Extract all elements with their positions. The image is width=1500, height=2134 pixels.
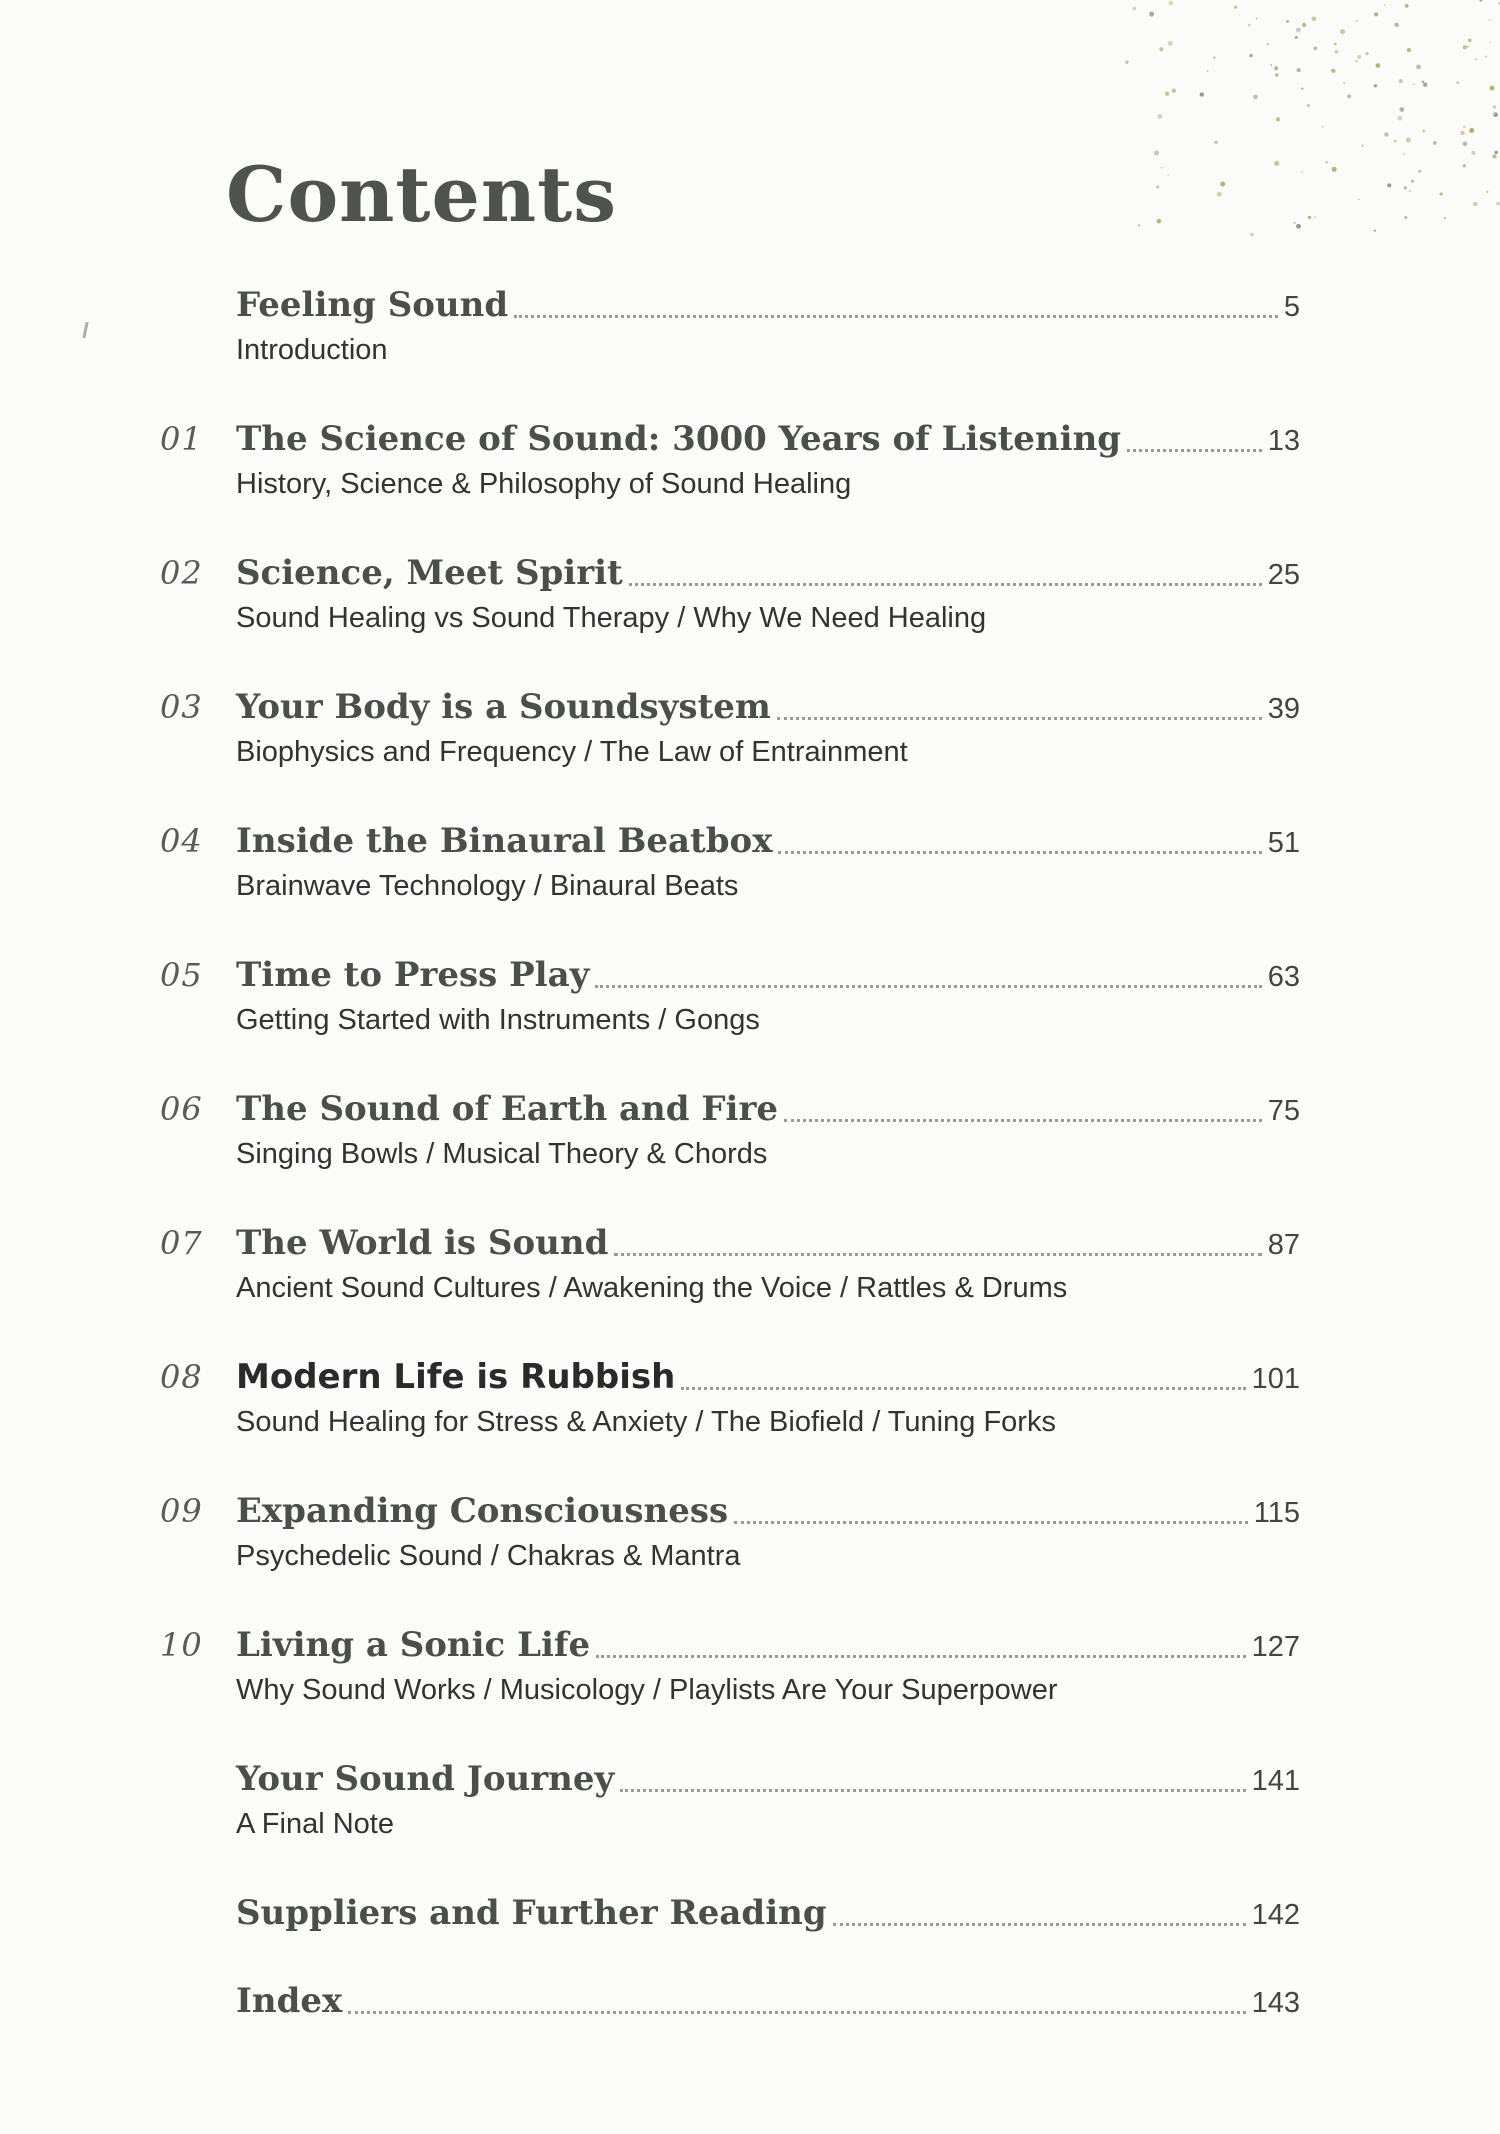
dot-leader [595, 984, 1261, 988]
speckle-dot [1302, 23, 1306, 27]
speckle-dot [1423, 83, 1427, 87]
speckle-dot [1433, 141, 1437, 145]
speckle-dot [1133, 7, 1136, 10]
page-number: 127 [1251, 1631, 1300, 1663]
speckle-dot [1274, 161, 1279, 166]
entry-subtitle: Brainwave Technology / Binaural Beats [236, 870, 739, 902]
entry-title: Your Sound Journey [236, 1759, 615, 1799]
page-number: 101 [1251, 1363, 1300, 1395]
speckle-dot [1486, 190, 1488, 192]
entry-subtitle: Sound Healing vs Sound Therapy / Why We Need Healing [236, 602, 987, 634]
speckle-dot [1444, 217, 1446, 219]
speckle-dot [1234, 6, 1237, 9]
dot-leader [778, 850, 1261, 854]
speckle-dot [1296, 224, 1301, 229]
speckle-dot [1405, 4, 1409, 8]
speckle-dot [1475, 58, 1477, 60]
speckle-dot [1325, 161, 1327, 163]
speckle-dot [1394, 140, 1397, 143]
speckle-dot [1418, 170, 1421, 173]
entry-title: The Science of Sound: 3000 Years of Listening [236, 419, 1122, 459]
speckle-dot [1334, 50, 1338, 54]
speckle-dot [1492, 154, 1496, 158]
speckle-dot [1217, 192, 1222, 197]
title-line [236, 1088, 1300, 1132]
entry-subtitle: Ancient Sound Cultures / Awakening the Voice / Rattles & Drums [236, 1272, 1068, 1304]
dot-leader [620, 1788, 1245, 1792]
entry-title: Suppliers and Further Reading [236, 1893, 827, 1933]
speckle-dot [1374, 84, 1377, 87]
speckle-dot [1404, 186, 1407, 189]
speckle-dot [1397, 116, 1402, 121]
dot-leader [514, 314, 1278, 318]
entry-subtitle: Getting Started with Instruments / Gongs [236, 1004, 760, 1036]
speckle-dot [1356, 20, 1358, 22]
speckle-dot [1399, 107, 1404, 112]
speckle-dot [1463, 45, 1467, 49]
title-line [236, 1222, 1300, 1266]
stray-pen-mark [82, 322, 88, 338]
speckle-dot [1159, 47, 1163, 51]
title-line [236, 1980, 1300, 2024]
speckle-dot [1467, 45, 1469, 47]
speckle-dot [1409, 190, 1411, 192]
speckle-dot [1365, 52, 1368, 55]
chapter-number: 01 [160, 420, 203, 458]
speckle-dot [1250, 233, 1254, 237]
chapter-number: 05 [160, 956, 203, 994]
speckle-dot [1413, 83, 1415, 85]
speckle-dot [1403, 153, 1405, 155]
speckle-dot [1156, 185, 1159, 188]
speckle-dot [1267, 43, 1269, 45]
entry-title: Inside the Binaural Beatbox [236, 821, 773, 861]
entry-subtitle: Sound Healing for Stress & Anxiety / The Biofield / Tuning Forks [236, 1406, 1056, 1438]
dot-leader [833, 1922, 1246, 1926]
dot-leader [629, 582, 1262, 586]
title-line [236, 1490, 1300, 1534]
entry-subtitle: History, Science & Philosophy of Sound Healing [236, 468, 852, 500]
chapter-number: 02 [160, 554, 203, 592]
page-number: 75 [1267, 1095, 1300, 1127]
title-line [236, 820, 1300, 864]
page-number: 141 [1251, 1765, 1300, 1797]
speckle-dot [1213, 56, 1215, 58]
page-number: 87 [1267, 1229, 1300, 1261]
entry-title: Your Body is a Soundsystem [236, 687, 771, 727]
speckle-dot [1495, 151, 1498, 154]
entry-subtitle: Why Sound Works / Musicology / Playlists Are Your Superpower [236, 1674, 1058, 1706]
speckle-dot [1308, 105, 1310, 107]
speckle-dot [1399, 79, 1403, 83]
toc-entry[interactable] [160, 1892, 1300, 1932]
speckle-dot [1253, 95, 1258, 100]
speckle-dot [1200, 92, 1204, 96]
entry-title: Modern Life is Rubbish [236, 1357, 676, 1397]
speckle-dot [1168, 174, 1170, 176]
speckle-dot [1334, 43, 1337, 46]
title-line [236, 418, 1300, 462]
speckle-dot [1468, 39, 1471, 42]
speckle-dot [1302, 172, 1304, 174]
speckle-dot [1469, 128, 1474, 133]
entry-title: The Sound of Earth and Fire [236, 1089, 778, 1129]
speckle-dot [1362, 145, 1364, 147]
entry-title: Living a Sonic Life [236, 1625, 591, 1665]
entry-subtitle: Introduction [236, 334, 388, 366]
speckle-dot [1422, 81, 1425, 84]
speckle-dot [1463, 164, 1466, 167]
speckle-dot [1440, 192, 1443, 195]
dot-leader [784, 1118, 1262, 1122]
speckle-dot [1297, 68, 1301, 72]
entry-title: Time to Press Play [236, 955, 590, 995]
speckle-dot [1294, 222, 1296, 224]
speckle-dot [1471, 151, 1475, 155]
speckle-dot [1423, 130, 1426, 133]
speckle-dot [1374, 12, 1378, 16]
speckle-dot [1473, 202, 1478, 207]
toc-entry[interactable] [160, 1222, 1300, 1302]
page-number: 51 [1267, 827, 1300, 859]
speckle-dot [1387, 183, 1391, 187]
speckle-dot [1463, 126, 1465, 128]
entry-title: Feeling Sound [236, 285, 509, 325]
speckle-dot [1286, 20, 1289, 23]
toc-entry[interactable] [160, 1490, 1300, 1570]
speckle-dot [1321, 126, 1323, 128]
speckle-dot [1493, 105, 1497, 109]
speckle-dot [1249, 54, 1252, 57]
speckle-dot [1157, 219, 1162, 224]
dot-leader [596, 1654, 1245, 1658]
speckle-dot [1270, 64, 1272, 66]
page-number: 63 [1267, 961, 1300, 993]
speckle-dot [1343, 82, 1345, 84]
entry-title: The World is Sound [236, 1223, 609, 1263]
speckle-dot [1406, 137, 1411, 142]
speckle-dot [1416, 65, 1421, 70]
dot-leader [681, 1386, 1245, 1390]
speckle-dot [1308, 216, 1311, 219]
speckle-dot [1332, 167, 1337, 172]
page-number: 115 [1253, 1497, 1300, 1529]
entry-subtitle: A Final Note [236, 1808, 394, 1840]
dot-leader [1127, 448, 1262, 452]
entry-subtitle: Biophysics and Frequency / The Law of Entrainment [236, 736, 908, 768]
speckle-dot [1214, 141, 1217, 144]
speckle-dot [1275, 73, 1278, 76]
speckle-dot [1340, 29, 1345, 34]
dot-leader [777, 716, 1262, 720]
toc-entry[interactable] [160, 1758, 1300, 1838]
speckle-dot [1376, 63, 1381, 68]
speckle-dot [1154, 150, 1159, 155]
speckle-dot [1172, 89, 1176, 93]
speckle-dot [1125, 61, 1128, 64]
speckle-dot [1206, 70, 1208, 72]
speckle-dot [1411, 180, 1414, 183]
chapter-number: 09 [160, 1492, 203, 1530]
title-line [236, 1356, 1300, 1400]
toc-entry[interactable] [160, 686, 1300, 766]
page-title: Contents [226, 150, 618, 239]
speckle-dot [1138, 224, 1140, 226]
speckle-dot [1296, 28, 1301, 33]
speckle-dot [1296, 36, 1298, 38]
toc-entry[interactable] [160, 1624, 1300, 1704]
entry-title: Index [236, 1981, 343, 2021]
page-number: 39 [1267, 693, 1300, 725]
chapter-number: 03 [160, 688, 203, 726]
speckle-dot [1357, 55, 1361, 59]
title-line [236, 1892, 1300, 1936]
title-line [236, 1758, 1300, 1802]
speckle-dot [1301, 87, 1303, 89]
toc-entry[interactable] [160, 418, 1300, 498]
speckle-dot [1456, 81, 1458, 83]
speckle-dot [1314, 216, 1316, 218]
chapter-number: 07 [160, 1224, 203, 1262]
speckle-dot [1374, 230, 1376, 232]
toc-entry[interactable] [160, 1980, 1300, 2020]
speckle-dot [1276, 117, 1280, 121]
speckle-dot [1248, 24, 1250, 26]
page-number: 13 [1267, 425, 1300, 457]
speckle-dot [1149, 12, 1154, 17]
speckle-dot [1168, 41, 1173, 46]
speckle-dot [1463, 142, 1468, 147]
chapter-number: 10 [160, 1626, 203, 1664]
chapter-number: 04 [160, 822, 203, 860]
speckle-dot [1407, 48, 1411, 52]
title-line [236, 1624, 1300, 1668]
speckle-dot [1480, 0, 1483, 2]
toc-entry[interactable] [160, 284, 1300, 364]
chapter-number: 08 [160, 1358, 203, 1396]
gold-speckle-decoration [1080, 0, 1500, 260]
toc-entry[interactable] [160, 1356, 1300, 1436]
speckle-dot [1496, 202, 1500, 206]
title-line [236, 284, 1300, 328]
entry-title: Science, Meet Spirit [236, 553, 623, 593]
speckle-dot [1384, 4, 1386, 6]
speckle-dot [1168, 1, 1173, 6]
entry-title: Expanding Consciousness [236, 1491, 729, 1531]
speckle-dot [1384, 132, 1388, 136]
speckle-dot [1161, 167, 1163, 169]
page-number: 25 [1267, 559, 1300, 591]
speckle-dot [1358, 199, 1360, 201]
speckle-dot [1493, 112, 1498, 117]
entry-subtitle: Psychedelic Sound / Chakras & Mantra [236, 1540, 741, 1572]
speckle-dot [1485, 56, 1487, 58]
page-number: 5 [1283, 291, 1300, 323]
chapter-number: 06 [160, 1090, 203, 1128]
page-number: 142 [1251, 1899, 1300, 1931]
dot-leader [734, 1520, 1248, 1524]
speckle-dot [1404, 216, 1407, 219]
toc-entry[interactable] [160, 1088, 1300, 1168]
speckle-dot [1314, 46, 1318, 50]
page-number: 143 [1251, 1987, 1300, 2019]
toc-entry[interactable] [160, 552, 1300, 632]
title-line [236, 954, 1300, 998]
speckle-dot [1312, 16, 1317, 21]
speckle-dot [1460, 131, 1464, 135]
speckle-dot [1347, 94, 1351, 98]
speckle-dot [1355, 60, 1357, 62]
dot-leader [614, 1252, 1261, 1256]
title-line [236, 686, 1300, 730]
dot-leader [348, 2010, 1245, 2014]
speckle-dot [1220, 181, 1225, 186]
entry-subtitle: Singing Bowls / Musical Theory & Chords [236, 1138, 768, 1170]
speckle-dot [1165, 92, 1169, 96]
speckle-dot [1395, 23, 1399, 27]
speckle-dot [1490, 42, 1492, 44]
speckle-dot [1489, 19, 1491, 21]
speckle-dot [1490, 86, 1495, 91]
toc-entry[interactable] [160, 820, 1300, 900]
table-of-contents [160, 284, 1300, 2068]
speckle-dot [1274, 66, 1278, 70]
speckle-dot [1256, 18, 1258, 20]
speckle-dot [1331, 69, 1335, 73]
toc-entry[interactable] [160, 954, 1300, 1034]
title-line [236, 552, 1300, 596]
speckle-dot [1157, 114, 1162, 119]
